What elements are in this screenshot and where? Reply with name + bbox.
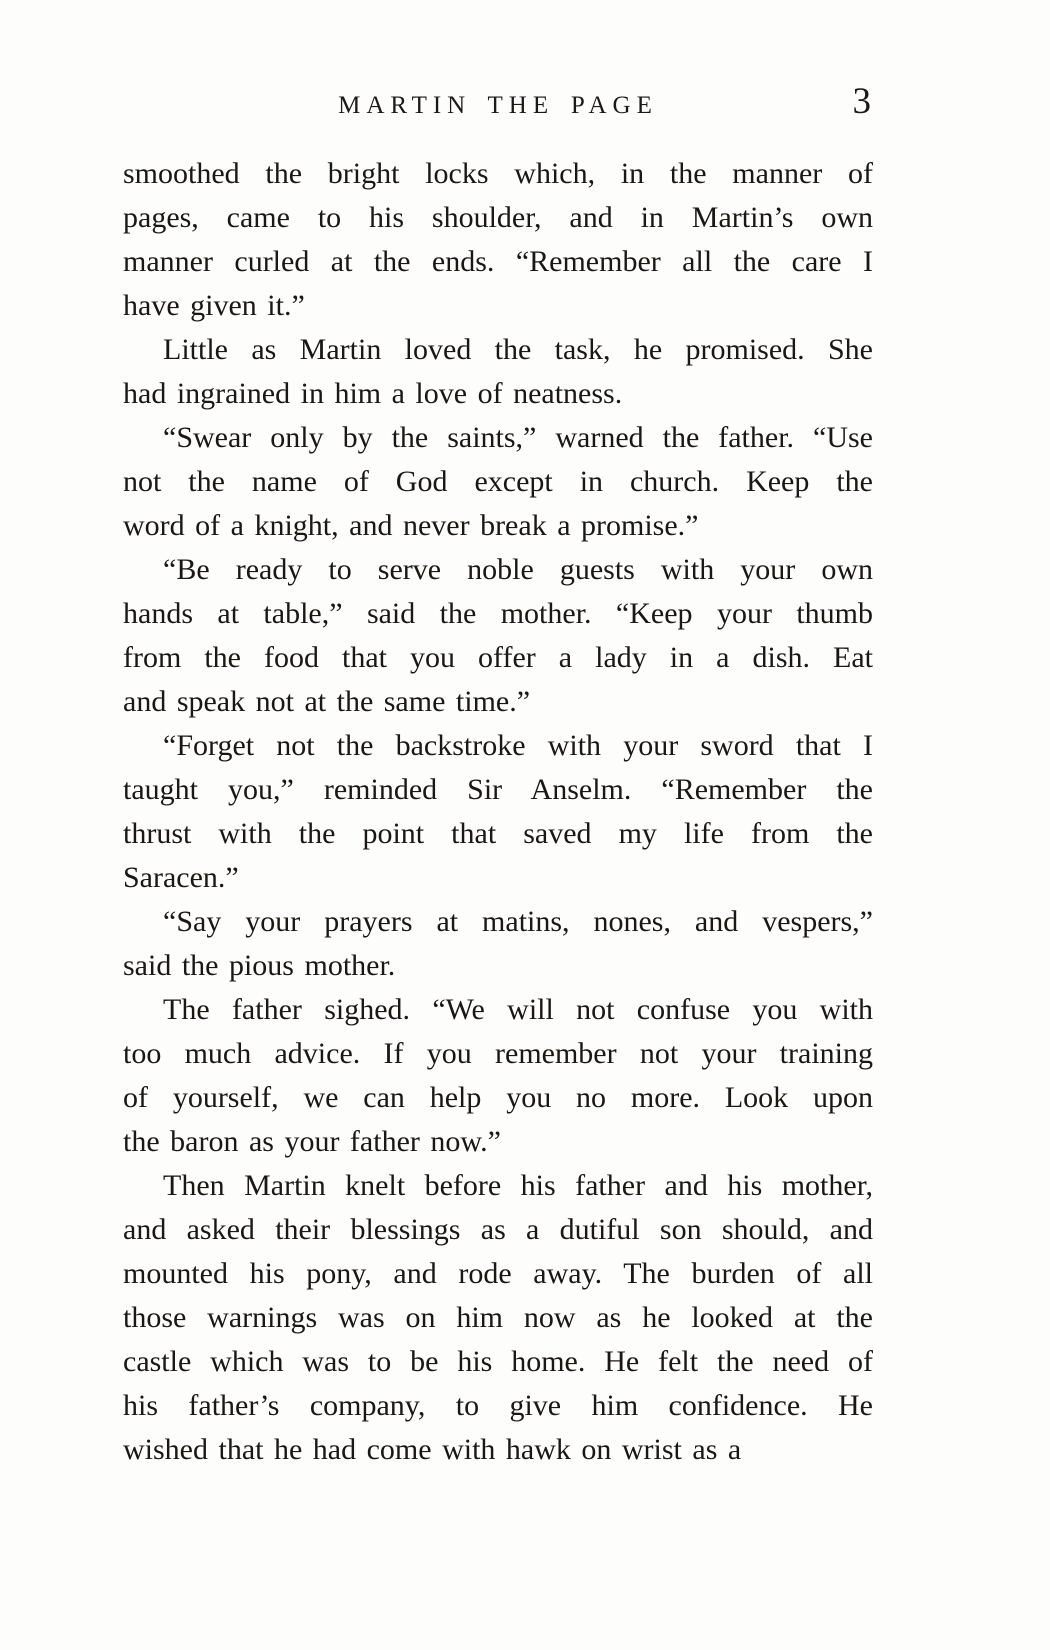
page-number: 3 (852, 81, 871, 122)
text-line: Then Martin knelt before his father and his mother, (163, 1169, 873, 1202)
paragraph (123, 900, 873, 988)
paragraph (123, 988, 873, 1164)
paragraph (123, 1164, 873, 1472)
text-line: smoothed the bright locks which, in the manner of (123, 157, 873, 190)
text-line: mounted his pony, and rode away. The burden of all (123, 1257, 873, 1290)
text-line: castle which was to be his home. He felt the need of (123, 1345, 873, 1378)
text-line: manner curled at the ends. “Remember all the care I (123, 245, 873, 278)
text-line: said the pious mother. (123, 949, 396, 982)
text-line: and asked their blessings as a dutiful son should, and (123, 1213, 873, 1246)
text-line: had ingrained in him a love of neatness. (123, 377, 623, 410)
paragraph (123, 416, 873, 548)
paragraph (123, 724, 873, 900)
text-line: “Be ready to serve noble guests with your own (163, 553, 873, 586)
text-line: of yourself, we can help you no more. Look upon (123, 1081, 873, 1114)
text-line: The father sighed. “We will not confuse you with (163, 993, 873, 1026)
text-line: Little as Martin loved the task, he promised. She (163, 333, 873, 366)
text-line: “Say your prayers at matins, nones, and vespers,” (163, 905, 873, 938)
text-line: pages, came to his shoulder, and in Martin’s own (123, 201, 873, 234)
text-line: too much advice. If you remember not your training (123, 1037, 873, 1070)
paragraph (123, 548, 873, 724)
text-line: taught you,” reminded Sir Anselm. “Remember the (123, 773, 873, 806)
text-line: his father’s company, to give him confidence. He (123, 1389, 873, 1422)
text-line: those warnings was on him now as he looked at the (123, 1301, 873, 1334)
text-line: the baron as your father now.” (123, 1125, 501, 1158)
text-line: “Swear only by the saints,” warned the father. “Use (163, 421, 873, 454)
text-line: have given it.” (123, 289, 305, 322)
text-line: “Forget not the backstroke with your sword that I (163, 729, 873, 762)
paragraph (123, 328, 873, 416)
body-text (123, 152, 873, 1472)
text-line: word of a knight, and never break a promise.” (123, 509, 699, 542)
text-line: and speak not at the same time.” (123, 685, 531, 718)
text-line: thrust with the point that saved my life from the (123, 817, 873, 850)
page-header-title: MARTIN THE PAGE (338, 92, 658, 119)
text-line: hands at table,” said the mother. “Keep your thumb (123, 597, 873, 630)
paragraph (123, 152, 873, 328)
text-line: from the food that you offer a lady in a dish. Eat (123, 641, 873, 674)
text-line: Saracen.” (123, 861, 239, 894)
text-line: not the name of God except in church. Keep the (123, 465, 873, 498)
page-content (123, 81, 873, 1472)
text-line: wished that he had come with hawk on wrist as a (123, 1433, 742, 1466)
running-header (123, 81, 873, 128)
